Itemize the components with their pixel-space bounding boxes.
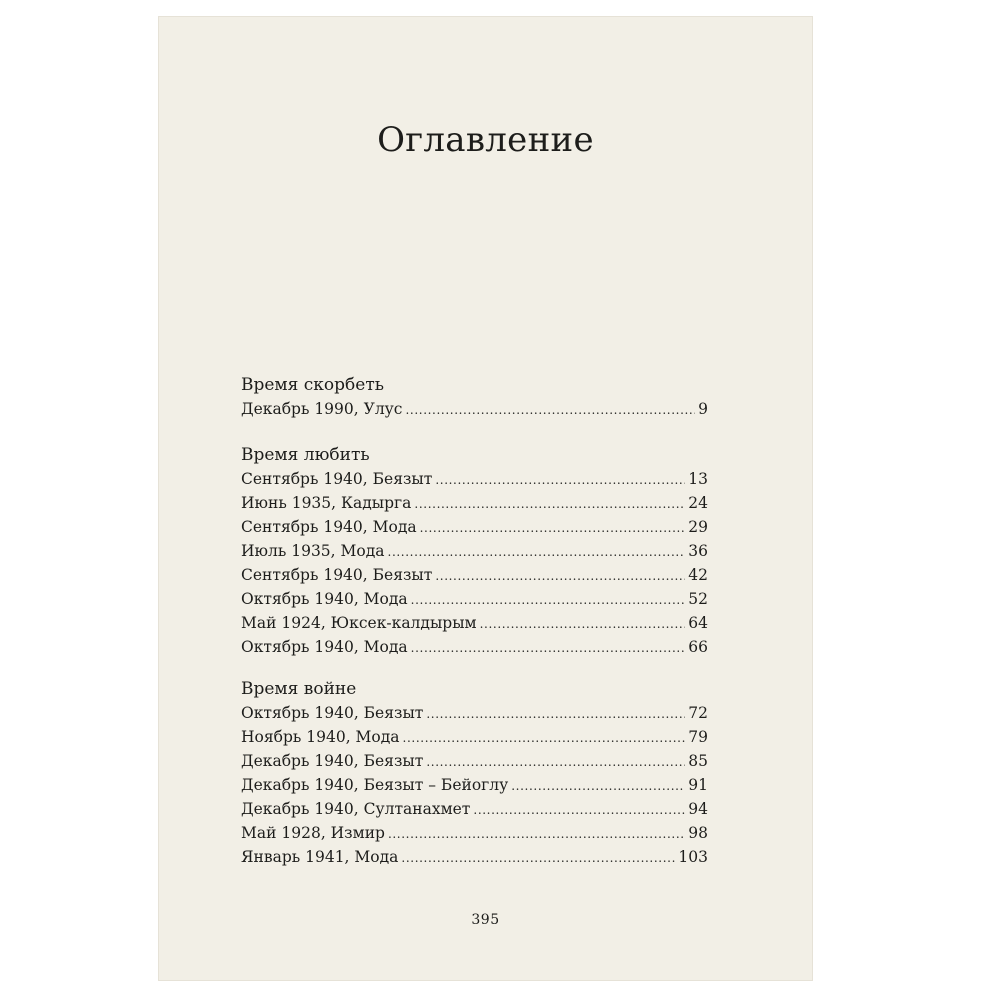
toc-entry-label: Май 1928, Измир (241, 824, 385, 842)
dot-leader (473, 798, 685, 821)
toc-entry (241, 702, 708, 725)
dot-leader (420, 516, 686, 539)
section-title: Время любить (241, 445, 370, 465)
toc-entry-label: Сентябрь 1940, Беязыт (241, 566, 433, 584)
dot-leader (426, 702, 685, 725)
dot-leader (405, 398, 695, 421)
dot-leader (414, 492, 685, 515)
dot-leader (388, 540, 686, 563)
toc-entry-label: Декабрь 1940, Султанахмет (241, 800, 471, 818)
toc-entry-page: 79 (688, 728, 708, 746)
toc-entry-page: 85 (688, 752, 708, 770)
toc-entry-label: Сентябрь 1940, Мода (241, 518, 417, 536)
toc-entry-page: 13 (688, 470, 708, 488)
toc-entry (241, 540, 708, 563)
toc-entry (241, 398, 708, 421)
toc-entry-label: Июль 1935, Мода (241, 542, 385, 560)
toc-entry-page: 42 (688, 566, 708, 584)
dot-leader (426, 750, 685, 773)
toc-entry (241, 774, 708, 797)
toc-entry-page: 52 (688, 590, 708, 608)
toc-entry-label: Май 1924, Юксек-калдырым (241, 614, 477, 632)
toc-entry (241, 726, 708, 749)
toc-entry (241, 564, 708, 587)
toc-entry-label: Декабрь 1940, Беязыт (241, 752, 424, 770)
dot-leader (480, 612, 686, 635)
toc-entry (241, 612, 708, 635)
toc-entry-page: 29 (688, 518, 708, 536)
toc-entry-label: Декабрь 1990, Улус (241, 400, 403, 418)
dot-leader (411, 588, 686, 611)
toc-entry-page: 24 (688, 494, 708, 512)
toc-entry (241, 516, 708, 539)
book-page (158, 16, 813, 981)
page-number: 395 (471, 912, 500, 928)
dot-leader (388, 822, 685, 845)
toc-entry-page: 103 (678, 848, 708, 866)
dot-leader (401, 846, 675, 869)
toc-entry-page: 94 (688, 800, 708, 818)
toc-entry (241, 636, 708, 659)
dot-leader (411, 636, 686, 659)
toc-entry-label: Ноябрь 1940, Мода (241, 728, 400, 746)
toc-entry (241, 492, 708, 515)
page-title: Оглавление (377, 120, 594, 160)
toc-entry-label: Декабрь 1940, Беязыт – Бейоглу (241, 776, 509, 794)
toc-entry (241, 468, 708, 491)
toc-entry-page: 91 (688, 776, 708, 794)
toc-entry-label: Октябрь 1940, Беязыт (241, 704, 424, 722)
dot-leader (403, 726, 686, 749)
toc-entry-page: 66 (688, 638, 708, 656)
toc-entry-page: 9 (698, 400, 708, 418)
toc-entry-label: Январь 1941, Мода (241, 848, 399, 866)
toc-entry (241, 588, 708, 611)
dot-leader (435, 564, 685, 587)
toc-entry-page: 72 (688, 704, 708, 722)
section-title: Время войне (241, 679, 357, 699)
toc-entry-label: Сентябрь 1940, Беязыт (241, 470, 433, 488)
toc-entry-page: 98 (688, 824, 708, 842)
toc-entry-page: 36 (688, 542, 708, 560)
toc-entry-label: Октябрь 1940, Мода (241, 590, 408, 608)
toc-entry (241, 750, 708, 773)
toc-entry (241, 846, 708, 869)
toc-entry (241, 798, 708, 821)
section-title: Время скорбеть (241, 375, 385, 395)
toc-entry-label: Июнь 1935, Кадырга (241, 494, 412, 512)
dot-leader (435, 468, 685, 491)
toc-entry-page: 64 (688, 614, 708, 632)
dot-leader (511, 774, 685, 797)
toc-entry (241, 822, 708, 845)
toc-entry-label: Октябрь 1940, Мода (241, 638, 408, 656)
